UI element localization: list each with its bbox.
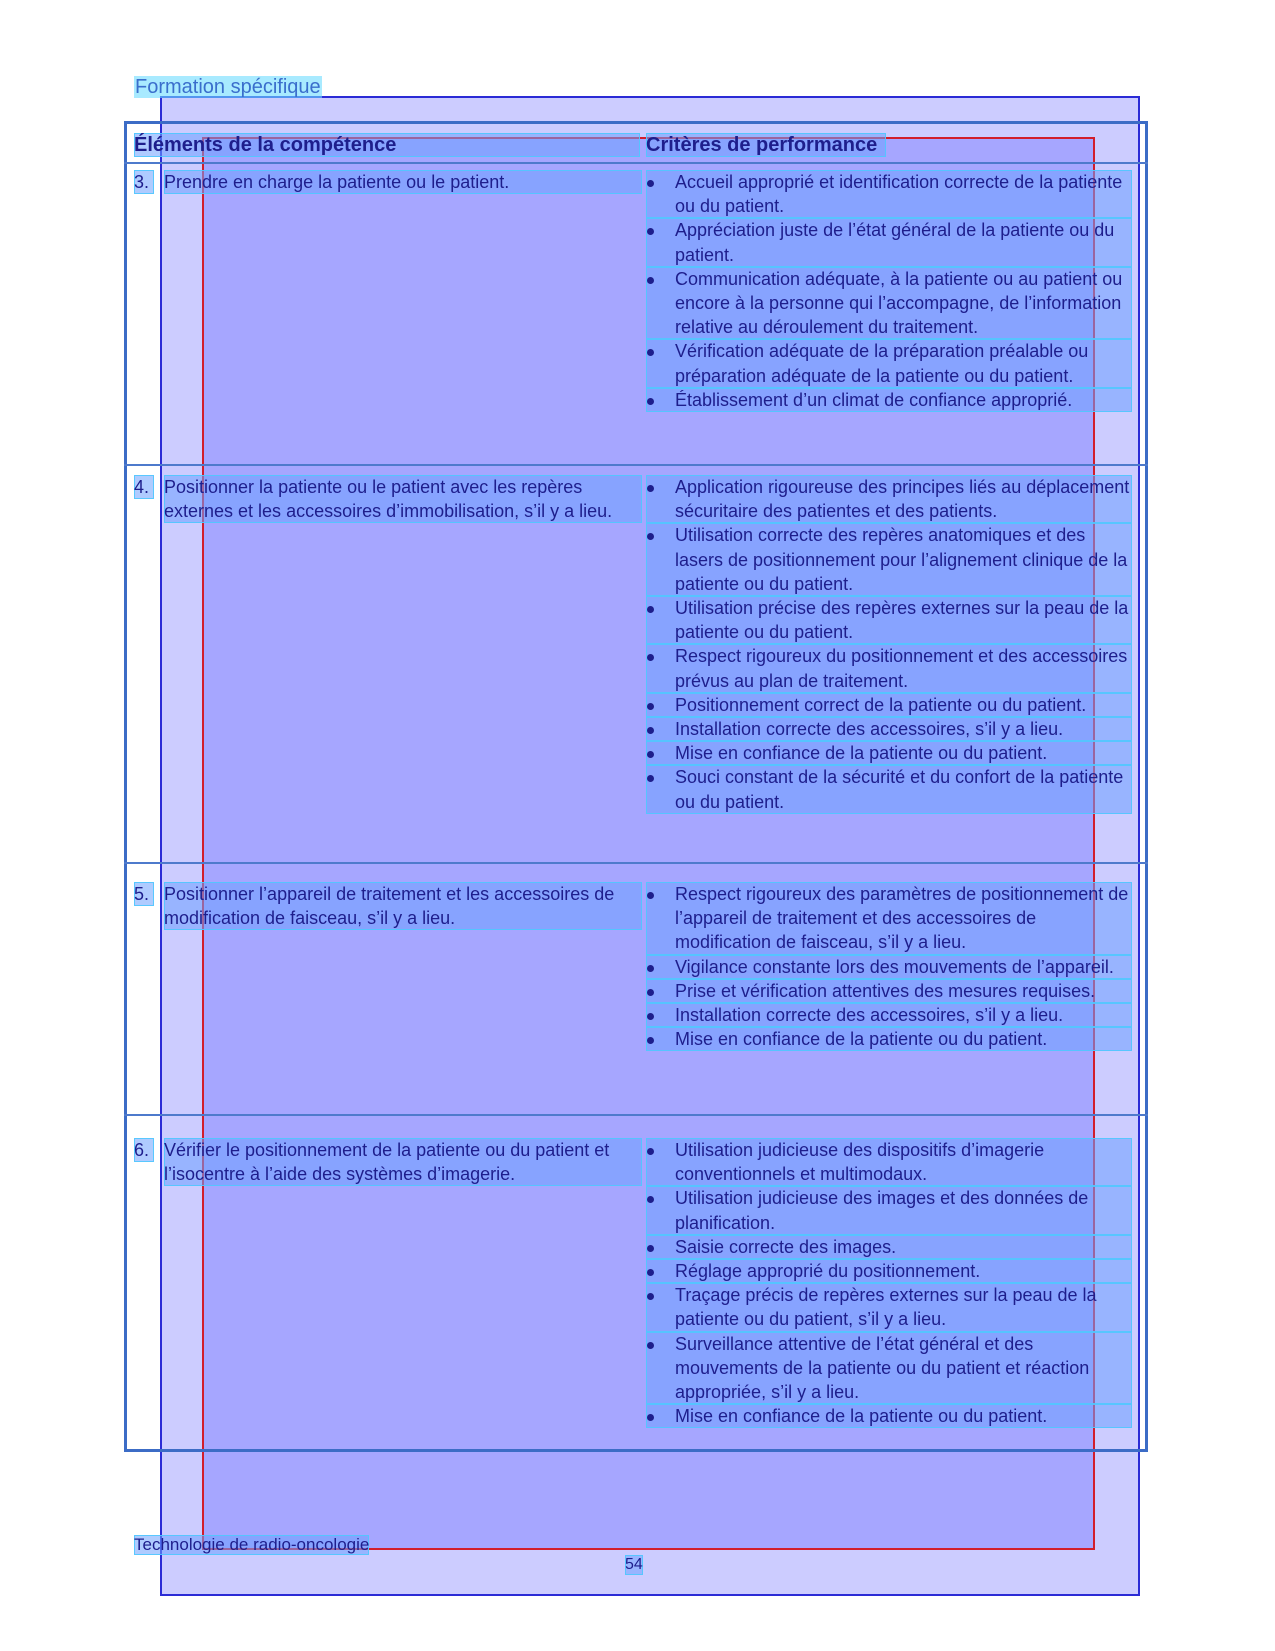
criteria-item: Communication adéquate, à la patiente ou au patient ou encore à la personne qui l’accompagne, de l’information relative au déroulement du traitement.: [646, 267, 1132, 340]
table-header-divider: [124, 162, 1148, 164]
bullet-icon: [647, 228, 654, 235]
element-cell: [134, 1138, 642, 1186]
bullet-icon: [647, 606, 654, 613]
element-number: 6.: [134, 1138, 154, 1162]
element-cell: [134, 170, 642, 194]
element-number: 3.: [134, 170, 154, 194]
criteria-item: Installation correcte des accessoires, s’il y a lieu.: [646, 1003, 1132, 1027]
bullet-icon: [647, 398, 654, 405]
element-number: 5.: [134, 882, 154, 906]
criteria-item: Vigilance constante lors des mouvements de l’appareil.: [646, 955, 1132, 979]
criteria-item: Mise en confiance de la patiente ou du patient.: [646, 1404, 1132, 1428]
bullet-icon: [647, 654, 654, 661]
criteria-item: Souci constant de la sécurité et du confort de la patiente ou du patient.: [646, 765, 1132, 813]
element-cell: [134, 475, 642, 523]
criteria-item: Réglage approprié du positionnement.: [646, 1259, 1132, 1283]
row-divider: [124, 464, 1148, 466]
row-divider: [124, 862, 1148, 864]
bullet-icon: [647, 751, 654, 758]
column-header-criteria: Critères de performance: [646, 133, 886, 157]
criteria-item: Traçage précis de repères externes sur la peau de la patiente ou du patient, s’il y a lieu.: [646, 1283, 1132, 1331]
criteria-item: Établissement d’un climat de confiance approprié.: [646, 388, 1132, 412]
criteria-cell: [646, 475, 1132, 814]
bullet-icon: [647, 892, 654, 899]
criteria-list: [646, 475, 1132, 814]
bullet-icon: [647, 277, 654, 284]
element-number: 4.: [134, 475, 154, 499]
bullet-icon: [647, 1245, 654, 1252]
bullet-icon: [647, 965, 654, 972]
element-text: Positionner la patiente ou le patient avec les repères externes et les accessoires d’immobilisation, s’il y a lieu.: [164, 475, 642, 523]
column-header-elements: Éléments de la compétence: [134, 133, 640, 157]
bullet-icon: [647, 775, 654, 782]
criteria-list: [646, 1138, 1132, 1428]
bullet-icon: [647, 1148, 654, 1155]
element-text: Positionner l’appareil de traitement et les accessoires de modification de faisceau, s’il y a lieu.: [164, 882, 642, 930]
bullet-icon: [647, 180, 654, 187]
criteria-item: Installation correcte des accessoires, s’il y a lieu.: [646, 717, 1132, 741]
criteria-item: Utilisation judicieuse des dispositifs d’imagerie conventionnels et multimodaux.: [646, 1138, 1132, 1186]
criteria-cell: [646, 1138, 1132, 1428]
section-title: Formation spécifique: [135, 76, 321, 98]
bullet-icon: [647, 349, 654, 356]
footer-program: Technologie de radio-oncologie: [134, 1535, 370, 1554]
element-text: Vérifier le positionnement de la patiente ou du patient et l’isocentre à l’aide des systèmes d’imagerie.: [164, 1138, 642, 1186]
criteria-item: Application rigoureuse des principes liés au déplacement sécuritaire des patientes et des patients.: [646, 475, 1132, 523]
criteria-item: Respect rigoureux du positionnement et des accessoires prévus au plan de traitement.: [646, 644, 1132, 692]
bullet-icon: [647, 1196, 654, 1203]
criteria-item: Saisie correcte des images.: [646, 1235, 1132, 1259]
criteria-item: Mise en confiance de la patiente ou du patient.: [646, 1027, 1132, 1051]
criteria-item: Surveillance attentive de l’état général et des mouvements de la patiente ou du patient et réaction appropriée, s’il y a lieu.: [646, 1332, 1132, 1405]
element-text: Prendre en charge la patiente ou le patient.: [164, 170, 642, 194]
criteria-list: [646, 170, 1132, 412]
criteria-item: Utilisation judicieuse des images et des données de planification.: [646, 1186, 1132, 1234]
criteria-item: Appréciation juste de l’état général de la patiente ou du patient.: [646, 218, 1132, 266]
row-divider: [124, 1114, 1148, 1116]
element-cell: [134, 882, 642, 930]
criteria-item: Mise en confiance de la patiente ou du patient.: [646, 741, 1132, 765]
criteria-item: Utilisation précise des repères externes sur la peau de la patiente ou du patient.: [646, 596, 1132, 644]
bullet-icon: [647, 1293, 654, 1300]
criteria-cell: [646, 882, 1132, 1051]
criteria-item: Respect rigoureux des paramètres de positionnement de l’appareil de traitement et des accessoires de modification de faisceau, s’il y a lieu.: [646, 882, 1132, 955]
bullet-icon: [647, 533, 654, 540]
bullet-icon: [647, 1269, 654, 1276]
criteria-item: Utilisation correcte des repères anatomiques et des lasers de positionnement pour l’alignement clinique de la patiente ou du patient.: [646, 523, 1132, 596]
bullet-icon: [647, 989, 654, 996]
criteria-item: Prise et vérification attentives des mesures requises.: [646, 979, 1132, 1003]
bullet-icon: [647, 1414, 654, 1421]
bullet-icon: [647, 727, 654, 734]
criteria-cell: [646, 170, 1132, 412]
page-number: 54: [625, 1556, 643, 1573]
bullet-icon: [647, 485, 654, 492]
criteria-item: Vérification adéquate de la préparation préalable ou préparation adéquate de la patiente ou du patient.: [646, 339, 1132, 387]
bullet-icon: [647, 1037, 654, 1044]
bullet-icon: [647, 1342, 654, 1349]
bullet-icon: [647, 1013, 654, 1020]
criteria-item: Accueil approprié et identification correcte de la patiente ou du patient.: [646, 170, 1132, 218]
criteria-list: [646, 882, 1132, 1051]
criteria-item: Positionnement correct de la patiente ou du patient.: [646, 693, 1132, 717]
bullet-icon: [647, 703, 654, 710]
